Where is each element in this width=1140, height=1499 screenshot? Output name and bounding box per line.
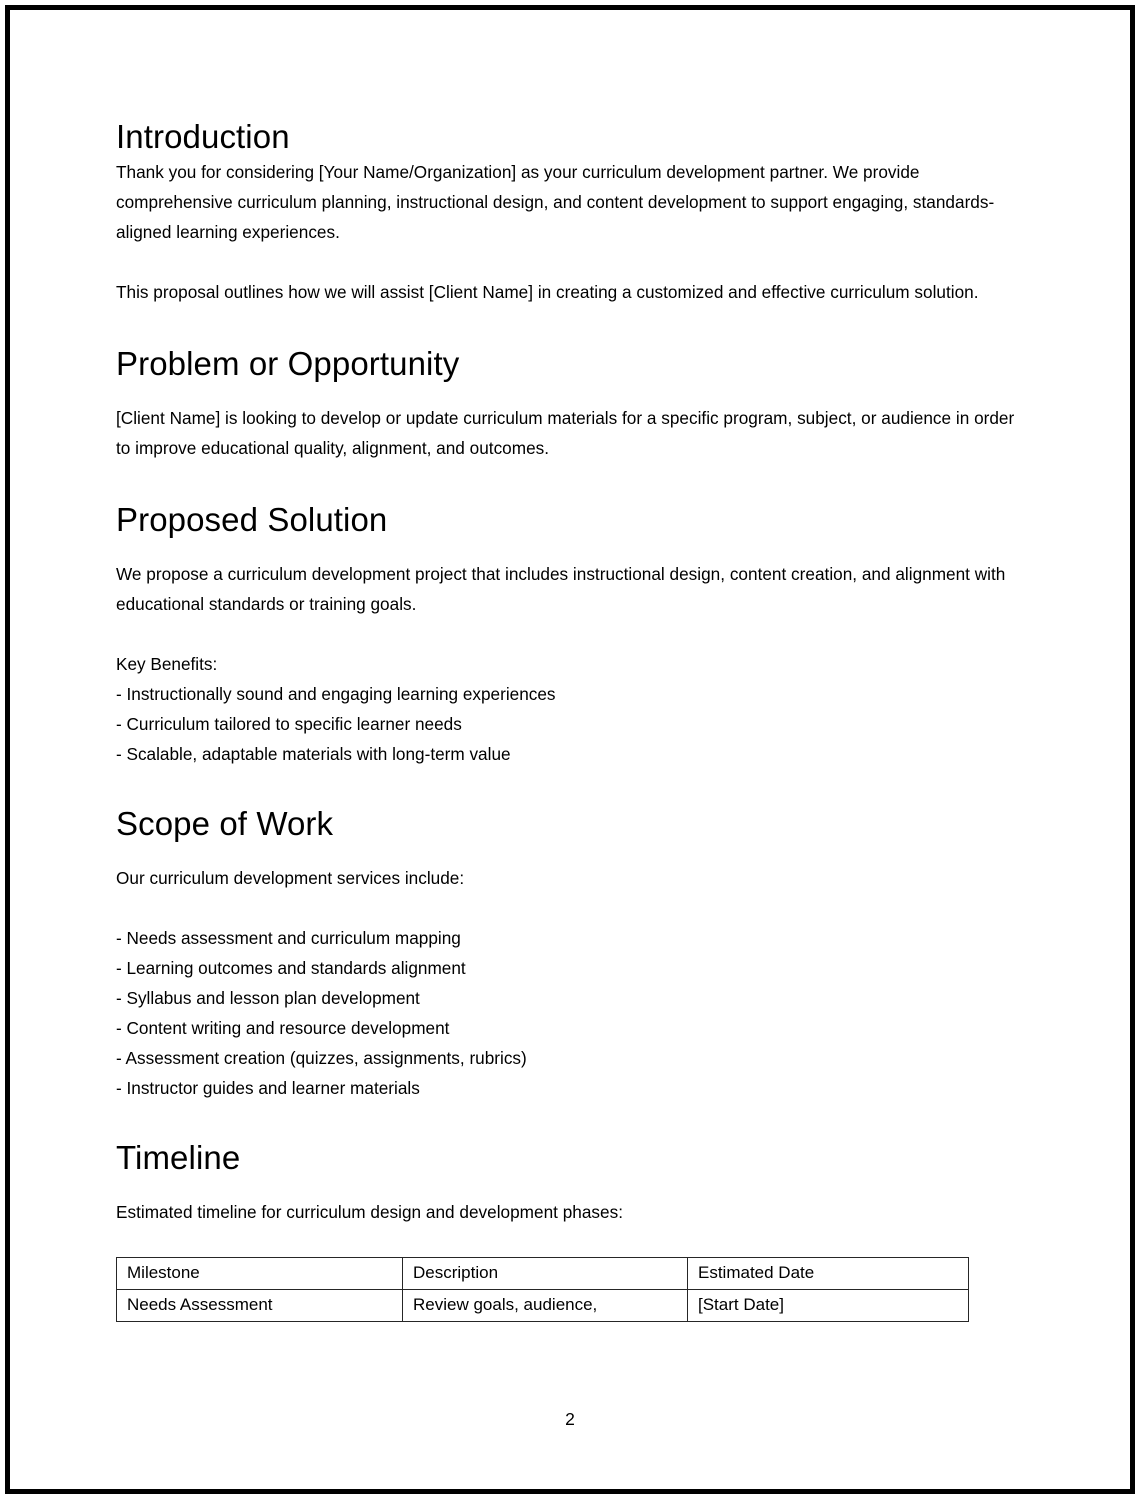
key-benefits-list [116,679,1032,769]
table-cell-description: Review goals, audience, [403,1289,688,1321]
key-benefits-label: Key Benefits: [116,653,218,674]
paragraph-introduction-2: This proposal outlines how we will assist [Client Name] in creating a customized and effective curriculum solution. [116,281,979,302]
heading-timeline: Timeline [116,1138,241,1176]
heading-proposed-solution: Proposed Solution [116,500,388,538]
list-item: - Curriculum tailored to specific learner needs [116,713,462,734]
list-item: - Needs assessment and curriculum mapping [116,927,461,948]
paragraph-timeline-intro: Estimated timeline for curriculum design and development phases: [116,1201,623,1222]
section-spacer [116,1103,1032,1139]
section-spacer [116,463,1032,501]
list-item: - Assessment creation (quizzes, assignments, rubrics) [116,1047,527,1068]
paragraph-scope-of-work-intro: Our curriculum development services include: [116,867,465,888]
heading-spacer [116,1178,1032,1197]
paragraph-proposed-solution-1: We propose a curriculum development project that includes instructional design, content creation, and alignment with educational standards or training goals. [116,563,1006,614]
scope-of-work-list [116,923,1032,1103]
page-inner [10,10,1130,1489]
list-item: - Syllabus and lesson plan development [116,987,420,1008]
timeline-table [116,1257,969,1322]
heading-spacer [116,844,1032,863]
list-item: - Instructionally sound and engaging learning experiences [116,683,556,704]
list-item: - Scalable, adaptable materials with long-term value [116,743,511,764]
document-page-sheet [5,5,1135,1494]
section-spacer [116,307,1032,345]
paragraph-spacer [116,247,1032,277]
paragraph-introduction-1: Thank you for considering [Your Name/Organization] as your curriculum development partner. We provide comprehensive curriculum planning, instructional design, and content development to support engaging, standards-aligned learning experiences. [116,161,995,242]
list-item: - Instructor guides and learner materials [116,1077,420,1098]
list-item: - Content writing and resource development [116,1017,450,1038]
table-cell-estimated-date: [Start Date] [688,1289,969,1321]
table-header-cell-description: Description [403,1257,688,1289]
paragraph-problem-or-opportunity-1: [Client Name] is looking to develop or update curriculum materials for a specific program, subject, or audience in order to improve educational quality, alignment, and outcomes. [116,407,1015,458]
heading-problem-or-opportunity: Problem or Opportunity [116,344,460,382]
heading-spacer [116,384,1032,403]
table-header-row [117,1257,969,1289]
table-header-cell-milestone: Milestone [117,1257,403,1289]
page-number: 2 [565,1409,575,1429]
table-cell-milestone: Needs Assessment [117,1289,403,1321]
paragraph-spacer [116,893,1032,923]
paragraph-spacer [116,1227,1032,1257]
list-item: - Learning outcomes and standards alignment [116,957,466,978]
section-spacer [116,769,1032,805]
document-content [116,118,1032,1322]
heading-scope-of-work: Scope of Work [116,804,334,842]
heading-spacer [116,540,1032,559]
table-row [117,1289,969,1321]
heading-introduction: Introduction [116,118,290,155]
table-header-cell-estimated-date: Estimated Date [688,1257,969,1289]
paragraph-spacer [116,619,1032,649]
